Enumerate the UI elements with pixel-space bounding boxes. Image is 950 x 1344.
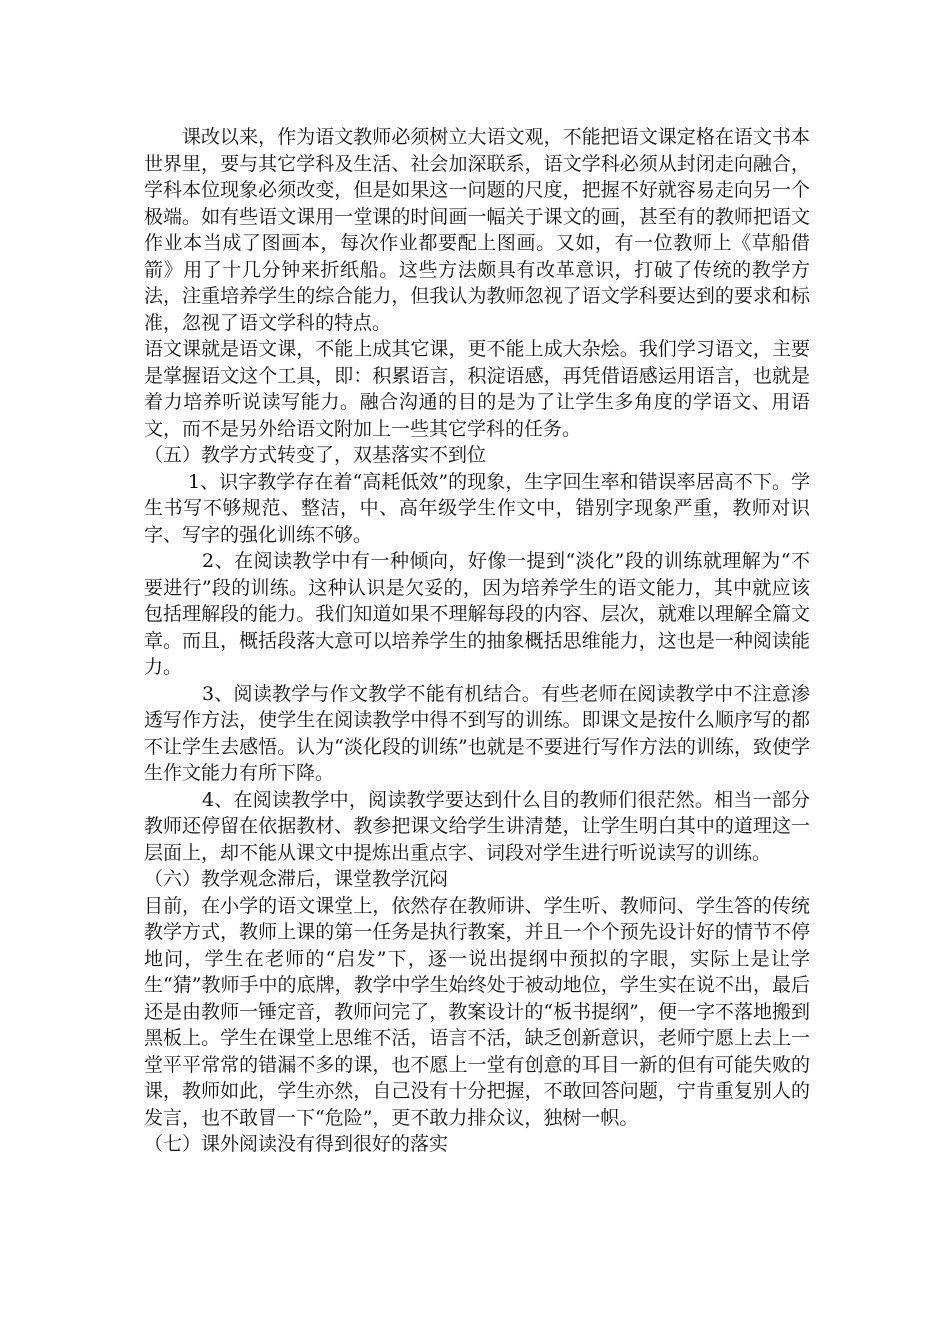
section-heading-6: （六）教学观念滞后，课堂教学沉闷 xyxy=(144,868,449,890)
section-heading-7: （七）课外阅读没有得到很好的落实 xyxy=(144,1133,449,1155)
paragraph-item-4: 4、在阅读教学中，阅读教学要达到什么目的教师们很茫然。相当一部分教师还停留在依据教材、教参把课文给学生讲清楚，让学生明白其中的道理这一层面上，却不能从课文中提炼出重点字、词段对学生进行听说读写的训练。 xyxy=(144,788,810,864)
paragraph-item-2: 2、在阅读教学中有一种倾向，好像一提到“淡化”段的训练就理解为“不要进行”段的训练。这种认识是欠妥的，因为培养学生的语文能力，其中就应该包括理解段的能力。我们知道如果不理解每段的内容、层次，就难以理解全篇文章。而且，概括段落大意可以培养学生的抽象概括思维能力，这也是一种阅读能力。 xyxy=(144,550,810,678)
paragraph-intro: 课改以来，作为语文教师必须树立大语文观，不能把语文课定格在语文书本世界里，要与其它学科及生活、社会加深联系，语文学科必须从封闭走向融合，学科本位现象必须改变，但是如果这一问题的尺度，把握不好就容易走向另一个极端。如有些语文课用一堂课的时间画一幅关于课文的画，甚至有的教师把语文作业本当成了图画本，每次作业都要配上图画。又如，有一位教师上《草船借箭》用了十几分钟来折纸船。这些方法颇具有改革意识，打破了传统的教学方法，注重培养学生的综合能力，但我认为教师忽视了语文学科要达到的要求和标准，忽视了语文学科的特点。 xyxy=(144,126,810,334)
paragraph-classroom: 目前，在小学的语文课堂上，依然存在教师讲、学生听、教师问、学生答的传统教学方式，教师上课的第一任务是执行教案，并且一个个预先设计好的情节不停地问，学生在老师的“启发”下，逐一说出提纲中预拟的字眼，实际上是让学生“猜”教师手中的底牌，教学中学生始终处于被动地位，学生实在说不出，最后还是由教师一锤定音，教师问完了，教案设计的“板书提纲”，便一字不落地搬到黑板上。学生在课堂上思维不活，语言不活，缺乏创新意识，老师宁愿上去上一堂平平常常的错漏不多的课，也不愿上一堂有创意的耳目一新的但有可能失败的课，教师如此，学生亦然，自己没有十分把握，不敢回答问题，宁肯重复别人的发言，也不敢冒一下“危险”，更不敢力排众议，独树一帜。 xyxy=(144,894,810,1129)
paragraph-item-1: 1、识字教学存在着“高耗低效”的现象，生字回生率和错误率居高不下。学生书写不够规范、整洁，中、高年级学生作文中，错别字现象严重，教师对识字、写字的强化训练不够。 xyxy=(144,470,810,546)
paragraph-chinese-class: 语文课就是语文课，不能上成其它课，更不能上成大杂烩。我们学习语文，主要是掌握语文这个工具，即：积累语言，积淀语感，再凭借语感运用语言，也就是着力培养听说读写能力。融合沟通的目的是为了让学生多角度的学语文、用语文，而不是另外给语文附加上一些其它学科的任务。 xyxy=(144,338,810,440)
section-heading-5: （五）教学方式转变了，双基落实不到位 xyxy=(144,444,487,466)
paragraph-item-3: 3、阅读教学与作文教学不能有机结合。有些老师在阅读教学中不注意渗透写作方法，使学生在阅读教学中得不到写的训练。即课文是按什么顺序写的都不让学生去感悟。认为“淡化段的训练”也就是不要进行写作方法的训练，致使学生作文能力有所下降。 xyxy=(144,682,810,784)
document-body xyxy=(144,124,810,1158)
